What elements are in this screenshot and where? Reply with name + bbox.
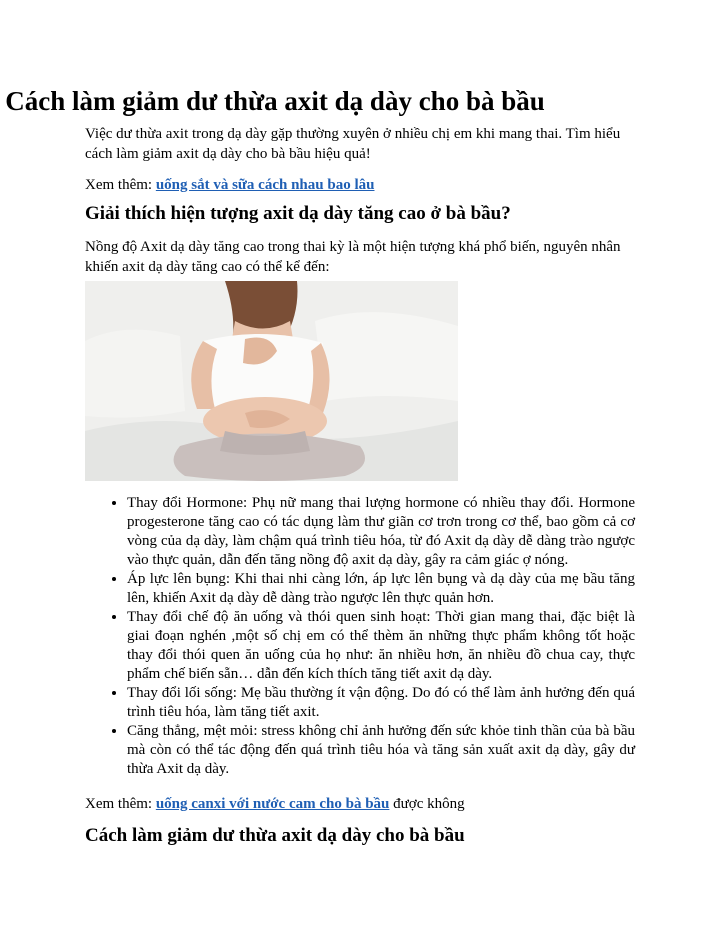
list-item: • Căng thẳng, mệt mỏi: stress không chỉ ảnh hưởng đến sức khỏe tinh thần của bà bầu mà còn có thể tác động đến quá trình tiêu hóa và tăng sản xuất axit dạ dày, gây dư thừa Axit dạ dày. <box>127 722 635 779</box>
list-item: • Áp lực lên bụng: Khi thai nhi càng lớn, áp lực lên bụng và dạ dày của mẹ bầu tăng lên, khiến Axit dạ dày dễ dàng trào ngược lên thực quản hơn. <box>127 570 635 608</box>
list-item: • Thay đổi lối sống: Mẹ bầu thường ít vận động. Do đó có thể làm ảnh hưởng đến quá trình tiêu hóa, làm tăng tiết axit. <box>127 684 635 722</box>
see-more-prefix: Xem thêm: <box>85 796 156 812</box>
pregnant-woman-photo <box>85 281 458 481</box>
section-heading-1: Giải thích hiện tượng axit dạ dày tăng cao ở bà bầu? <box>85 203 511 224</box>
see-more-link-2[interactable]: uống canxi với nước cam cho bà bầu <box>155 796 390 812</box>
see-more-line-1 <box>85 175 635 195</box>
cause-paragraph: Nồng độ Axit dạ dày tăng cao trong thai kỳ là một hiện tượng khá phổ biến, nguyên nhân khiến axit dạ dày tăng cao có thể kể đến: <box>85 239 621 275</box>
section-heading-2: Cách làm giảm dư thừa axit dạ dày cho bà bầu <box>85 825 465 846</box>
see-more-prefix: Xem thêm: <box>85 177 156 193</box>
see-more-line-2 <box>85 794 635 814</box>
page-title: Cách làm giảm dư thừa axit dạ dày cho bà bầu <box>5 86 545 116</box>
causes-list <box>85 494 635 779</box>
intro-paragraph: Việc dư thừa axit trong dạ dày gặp thường xuyên ở nhiều chị em khi mang thai. Tìm hiểu cách làm giảm axit dạ dày cho bà bầu hiệu quả! <box>85 126 621 162</box>
photo-illustration <box>85 281 458 481</box>
list-item: • Thay đổi Hormone: Phụ nữ mang thai lượng hormone có nhiều thay đổi. Hormone progesterone tăng cao có tác dụng làm thư giãn cơ trơn trong cơ thể, bao gồm cả cơ vòng của dạ dày, làm chậm quá trình tiêu hóa, từ đó Axit dạ dày dễ dàng trào ngược vào thực quản, dẫn đến tăng nồng độ axit dạ dày, gây ra cảm giác ợ nóng. <box>127 494 635 570</box>
see-more-link-1[interactable]: uống sắt và sữa cách nhau bao lâu <box>155 177 375 193</box>
list-item: • Thay đổi chế độ ăn uống và thói quen sinh hoạt: Thời gian mang thai, đặc biệt là giai đoạn nghén ,một số chị em có thể thèm ăn những thực phẩm không tốt hoặc thay đổi thói quen ăn uống của họ như: ăn nhiều hơn, ăn nhiều đồ chua cay, thực phẩm chế biến sẵn… dẫn đến kích thích tăng tiết axit dạ dày. <box>127 608 635 684</box>
see-more-suffix: được không <box>389 796 465 812</box>
